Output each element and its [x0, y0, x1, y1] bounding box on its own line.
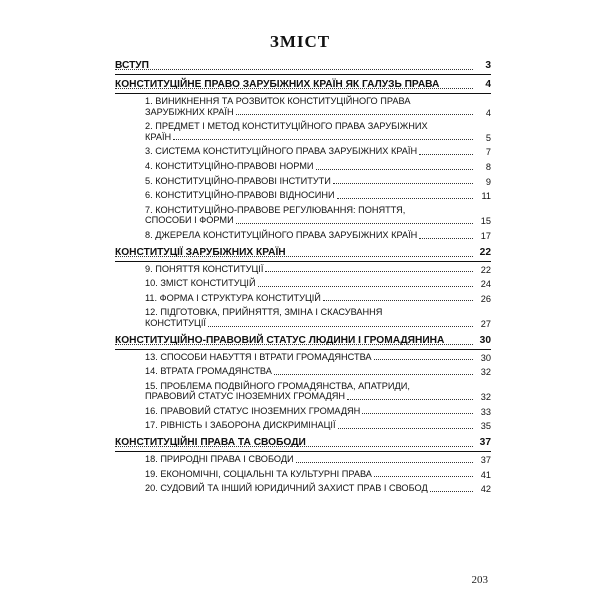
- toc-item: [115, 291, 491, 306]
- dot-leader: [115, 88, 473, 89]
- dot-leader: [430, 491, 473, 492]
- toc-item: [115, 481, 491, 496]
- toc-item-title: 3. СИСТЕМА КОНСТИТУЦІЙНОГО ПРАВА ЗАРУБІЖНИХ КРАЇН: [145, 146, 418, 157]
- dot-leader: [173, 139, 473, 140]
- toc-section-title: КОНСТИТУЦІЙНО-ПРАВОВИЙ СТАТУС ЛЮДИНИ І ГРОМАДЯНИНА: [115, 334, 445, 346]
- toc-item: [115, 262, 491, 277]
- toc-page-number: 24: [480, 279, 491, 290]
- toc-item: [115, 276, 491, 291]
- toc-item: [115, 379, 491, 404]
- toc-item-title: 20. СУДОВИЙ ТА ІНШИЙ ЮРИДИЧНИЙ ЗАХИСТ ПРАВ І СВОБОД: [145, 483, 428, 494]
- toc-item-title: 12. ПІДГОТОВКА, ПРИЙНЯТТЯ, ЗМІНА І СКАСУВАННЯ КОНСТИТУЦІЇ: [145, 307, 383, 328]
- dot-leader: [115, 69, 473, 70]
- dot-leader: [115, 344, 473, 345]
- dot-leader: [419, 154, 473, 155]
- toc-page-number: 27: [480, 318, 491, 329]
- toc-item: [115, 119, 491, 144]
- toc-item-title: 9. ПОНЯТТЯ КОНСТИТУЦІЇ: [145, 263, 264, 274]
- toc-page-number: 33: [480, 406, 491, 417]
- toc-page-number: 9: [485, 176, 491, 187]
- dot-leader: [374, 476, 473, 477]
- toc-item-title: 17. РІВНІСТЬ І ЗАБОРОНА ДИСКРИМІНАЦІЇ: [145, 420, 336, 431]
- toc-item: [115, 452, 491, 467]
- toc-page-number: 5: [485, 132, 491, 143]
- dot-leader: [258, 286, 473, 287]
- dot-leader: [236, 223, 473, 224]
- toc-page-number: 11: [481, 191, 491, 202]
- dot-leader: [208, 326, 473, 327]
- toc-item-title: 19. ЕКОНОМІЧНІ, СОЦІАЛЬНІ ТА КУЛЬТУРНІ ПРАВА: [145, 468, 372, 479]
- toc-page-number: 32: [480, 392, 491, 403]
- toc-page-number: 37: [480, 455, 491, 466]
- dot-leader: [323, 300, 473, 301]
- dot-leader: [337, 198, 473, 199]
- toc-item: [115, 159, 491, 174]
- toc-item-title: 6. КОНСТИТУЦІЙНО-ПРАВОВІ ВІДНОСИНИ: [145, 190, 335, 201]
- dot-leader: [419, 238, 473, 239]
- toc-page-number: 35: [480, 421, 491, 432]
- toc-item: [115, 188, 491, 203]
- toc-page-number: 17: [480, 230, 491, 241]
- toc-section-title: КОНСТИТУЦІЙНІ ПРАВА ТА СВОБОДИ: [115, 437, 306, 449]
- toc-item: [115, 305, 491, 330]
- toc-page-number: 26: [480, 293, 491, 304]
- toc-item-title: 4. КОНСТИТУЦІЙНО-ПРАВОВІ НОРМИ: [145, 160, 314, 171]
- toc-section: [115, 57, 491, 75]
- toc-item-title: 15. ПРОБЛЕМА ПОДВІЙНОГО ГРОМАДЯНСТВА, АПАТРИДИ, ПРАВОВИЙ СТАТУС ІНОЗЕМНИХ ГРОМАДЯН: [145, 380, 410, 402]
- toc-section: [115, 434, 491, 452]
- dot-leader: [347, 399, 473, 400]
- toc-page-number: 3: [485, 60, 491, 71]
- dot-leader: [265, 271, 473, 272]
- page-title: ЗМІСТ: [269, 32, 331, 51]
- toc-section-title: ВСТУП: [115, 60, 149, 71]
- toc-section-title: КОНСТИТУЦІЇ ЗАРУБІЖНИХ КРАЇН: [115, 246, 286, 258]
- dot-leader: [236, 114, 473, 115]
- toc-page-number: 30: [479, 334, 491, 346]
- toc-item-title: 8. ДЖЕРЕЛА КОНСТИТУЦІЙНОГО ПРАВА ЗАРУБІЖНИХ КРАЇН: [145, 229, 418, 240]
- toc-page-number: 7: [485, 147, 491, 158]
- toc-item: [115, 144, 491, 159]
- toc-page-number: 41: [480, 469, 491, 480]
- toc-page-number: 15: [480, 216, 491, 227]
- toc-item: [115, 404, 491, 419]
- toc-section: [115, 76, 491, 94]
- toc-item: [115, 174, 491, 189]
- toc-page-number: 8: [485, 161, 491, 172]
- toc-item: [115, 467, 491, 482]
- toc-item: [115, 203, 491, 228]
- toc-item-title: 13. СПОСОБИ НАБУТТЯ І ВТРАТИ ГРОМАДЯНСТВА: [145, 351, 372, 362]
- dot-leader: [362, 413, 473, 414]
- table-of-contents: [115, 56, 491, 496]
- toc-page-number: 22: [480, 264, 491, 275]
- toc-page-number: 42: [480, 484, 491, 495]
- toc-item: [115, 94, 491, 119]
- toc-item: [115, 350, 491, 365]
- toc-item-title: 7. КОНСТИТУЦІЙНО-ПРАВОВЕ РЕГУЛЮВАННЯ: ПОНЯТТЯ, СПОСОБИ І ФОРМИ: [145, 204, 406, 226]
- toc-item-title: 5. КОНСТИТУЦІЙНО-ПРАВОВІ ІНСТИТУТИ: [145, 175, 331, 186]
- page-number: 203: [471, 574, 488, 586]
- toc-item-title: 18. ПРИРОДНІ ПРАВА І СВОБОДИ: [145, 454, 294, 465]
- toc-item: [115, 228, 491, 243]
- dot-leader: [374, 359, 473, 360]
- dot-leader: [115, 446, 473, 447]
- toc-section: [115, 244, 491, 262]
- toc-item: [115, 364, 491, 379]
- dot-leader: [274, 374, 473, 375]
- dot-leader: [316, 169, 473, 170]
- toc-page-number: 22: [479, 246, 491, 258]
- toc-page-number: 37: [479, 437, 491, 449]
- toc-item-title: 10. ЗМІСТ КОНСТИТУЦІЙ: [145, 278, 256, 289]
- toc-item-title: 11. ФОРМА І СТРУКТУРА КОНСТИТУЦІЙ: [145, 292, 321, 303]
- toc-page-number: 32: [480, 367, 491, 378]
- dot-leader: [333, 183, 473, 184]
- dot-leader: [115, 256, 473, 257]
- toc-item-title: 16. ПРАВОВИЙ СТАТУС ІНОЗЕМНИХ ГРОМАДЯН: [145, 405, 361, 416]
- toc-page-number: 30: [480, 352, 491, 363]
- toc-section-title: КОНСТИТУЦІЙНЕ ПРАВО ЗАРУБІЖНИХ КРАЇН ЯК ГАЛУЗЬ ПРАВА: [115, 79, 440, 90]
- toc-item-title: 1. ВИНИКНЕННЯ ТА РОЗВИТОК КОНСТИТУЦІЙНОГО ПРАВА ЗАРУБІЖНИХ КРАЇН: [145, 96, 411, 117]
- toc-item-title: 14. ВТРАТА ГРОМАДЯНСТВА: [145, 366, 272, 377]
- dot-leader: [338, 428, 473, 429]
- toc-page-number: 4: [485, 79, 491, 90]
- toc-item: [115, 418, 491, 433]
- dot-leader: [296, 462, 473, 463]
- toc-section: [115, 332, 491, 350]
- toc-item-title: 2. ПРЕДМЕТ І МЕТОД КОНСТИТУЦІЙНОГО ПРАВА ЗАРУБІЖНИХ КРАЇН: [145, 121, 428, 142]
- toc-page-number: 4: [485, 107, 491, 118]
